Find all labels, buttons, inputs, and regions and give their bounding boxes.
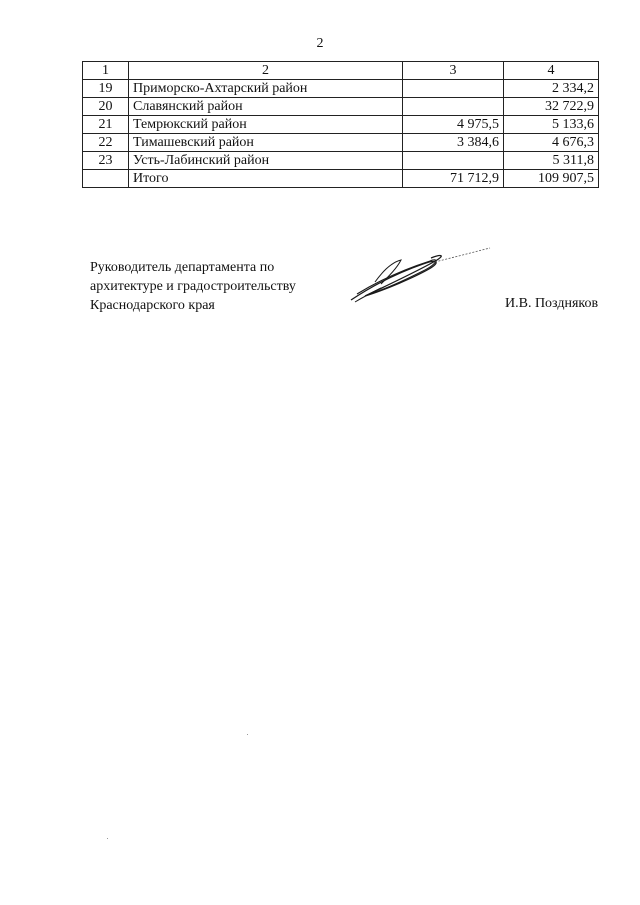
scan-speck (107, 838, 108, 839)
signatory-title-line-3: Краснодарского края (90, 298, 215, 313)
row-col4: 4 676,3 (504, 134, 599, 152)
signatory-title-line-1: Руководитель департамента по (90, 260, 275, 275)
header-col-2: 2 (129, 62, 403, 80)
row-number: 23 (83, 152, 129, 170)
total-col3: 71 712,9 (403, 170, 504, 188)
row-number: 22 (83, 134, 129, 152)
signatory-title-line-2: архитектуре и градостроительству (90, 279, 296, 294)
signatory-name: И.В. Поздняков (505, 296, 599, 311)
total-col4: 109 907,5 (504, 170, 599, 188)
row-number: 20 (83, 98, 129, 116)
row-district: Тимашевский район (129, 134, 403, 152)
header-col-1: 1 (83, 62, 129, 80)
header-col-3: 3 (403, 62, 504, 80)
row-col3 (403, 80, 504, 98)
row-number: 19 (83, 80, 129, 98)
total-number (83, 170, 129, 188)
row-col4: 32 722,9 (504, 98, 599, 116)
table-row (83, 152, 599, 170)
row-col4: 5 133,6 (504, 116, 599, 134)
table-row (83, 134, 599, 152)
row-col3 (403, 98, 504, 116)
data-table (82, 61, 599, 188)
table-row (83, 98, 599, 116)
row-number: 21 (83, 116, 129, 134)
header-col-4: 4 (504, 62, 599, 80)
table-header-row (83, 62, 599, 80)
row-district: Темрюкский район (129, 116, 403, 134)
table-row (83, 80, 599, 98)
row-district: Славянский район (129, 98, 403, 116)
row-district: Приморско-Ахтарский район (129, 80, 403, 98)
table-total-row (83, 170, 599, 188)
row-col3 (403, 152, 504, 170)
page-number: 2 (316, 36, 324, 51)
row-col3: 3 384,6 (403, 134, 504, 152)
row-col4: 2 334,2 (504, 80, 599, 98)
handwritten-signature (345, 244, 495, 306)
total-label: Итого (129, 170, 403, 188)
scan-speck (247, 734, 248, 735)
signatory-title (90, 258, 296, 315)
row-col4: 5 311,8 (504, 152, 599, 170)
table-row (83, 116, 599, 134)
row-district: Усть-Лабинский район (129, 152, 403, 170)
row-col3: 4 975,5 (403, 116, 504, 134)
